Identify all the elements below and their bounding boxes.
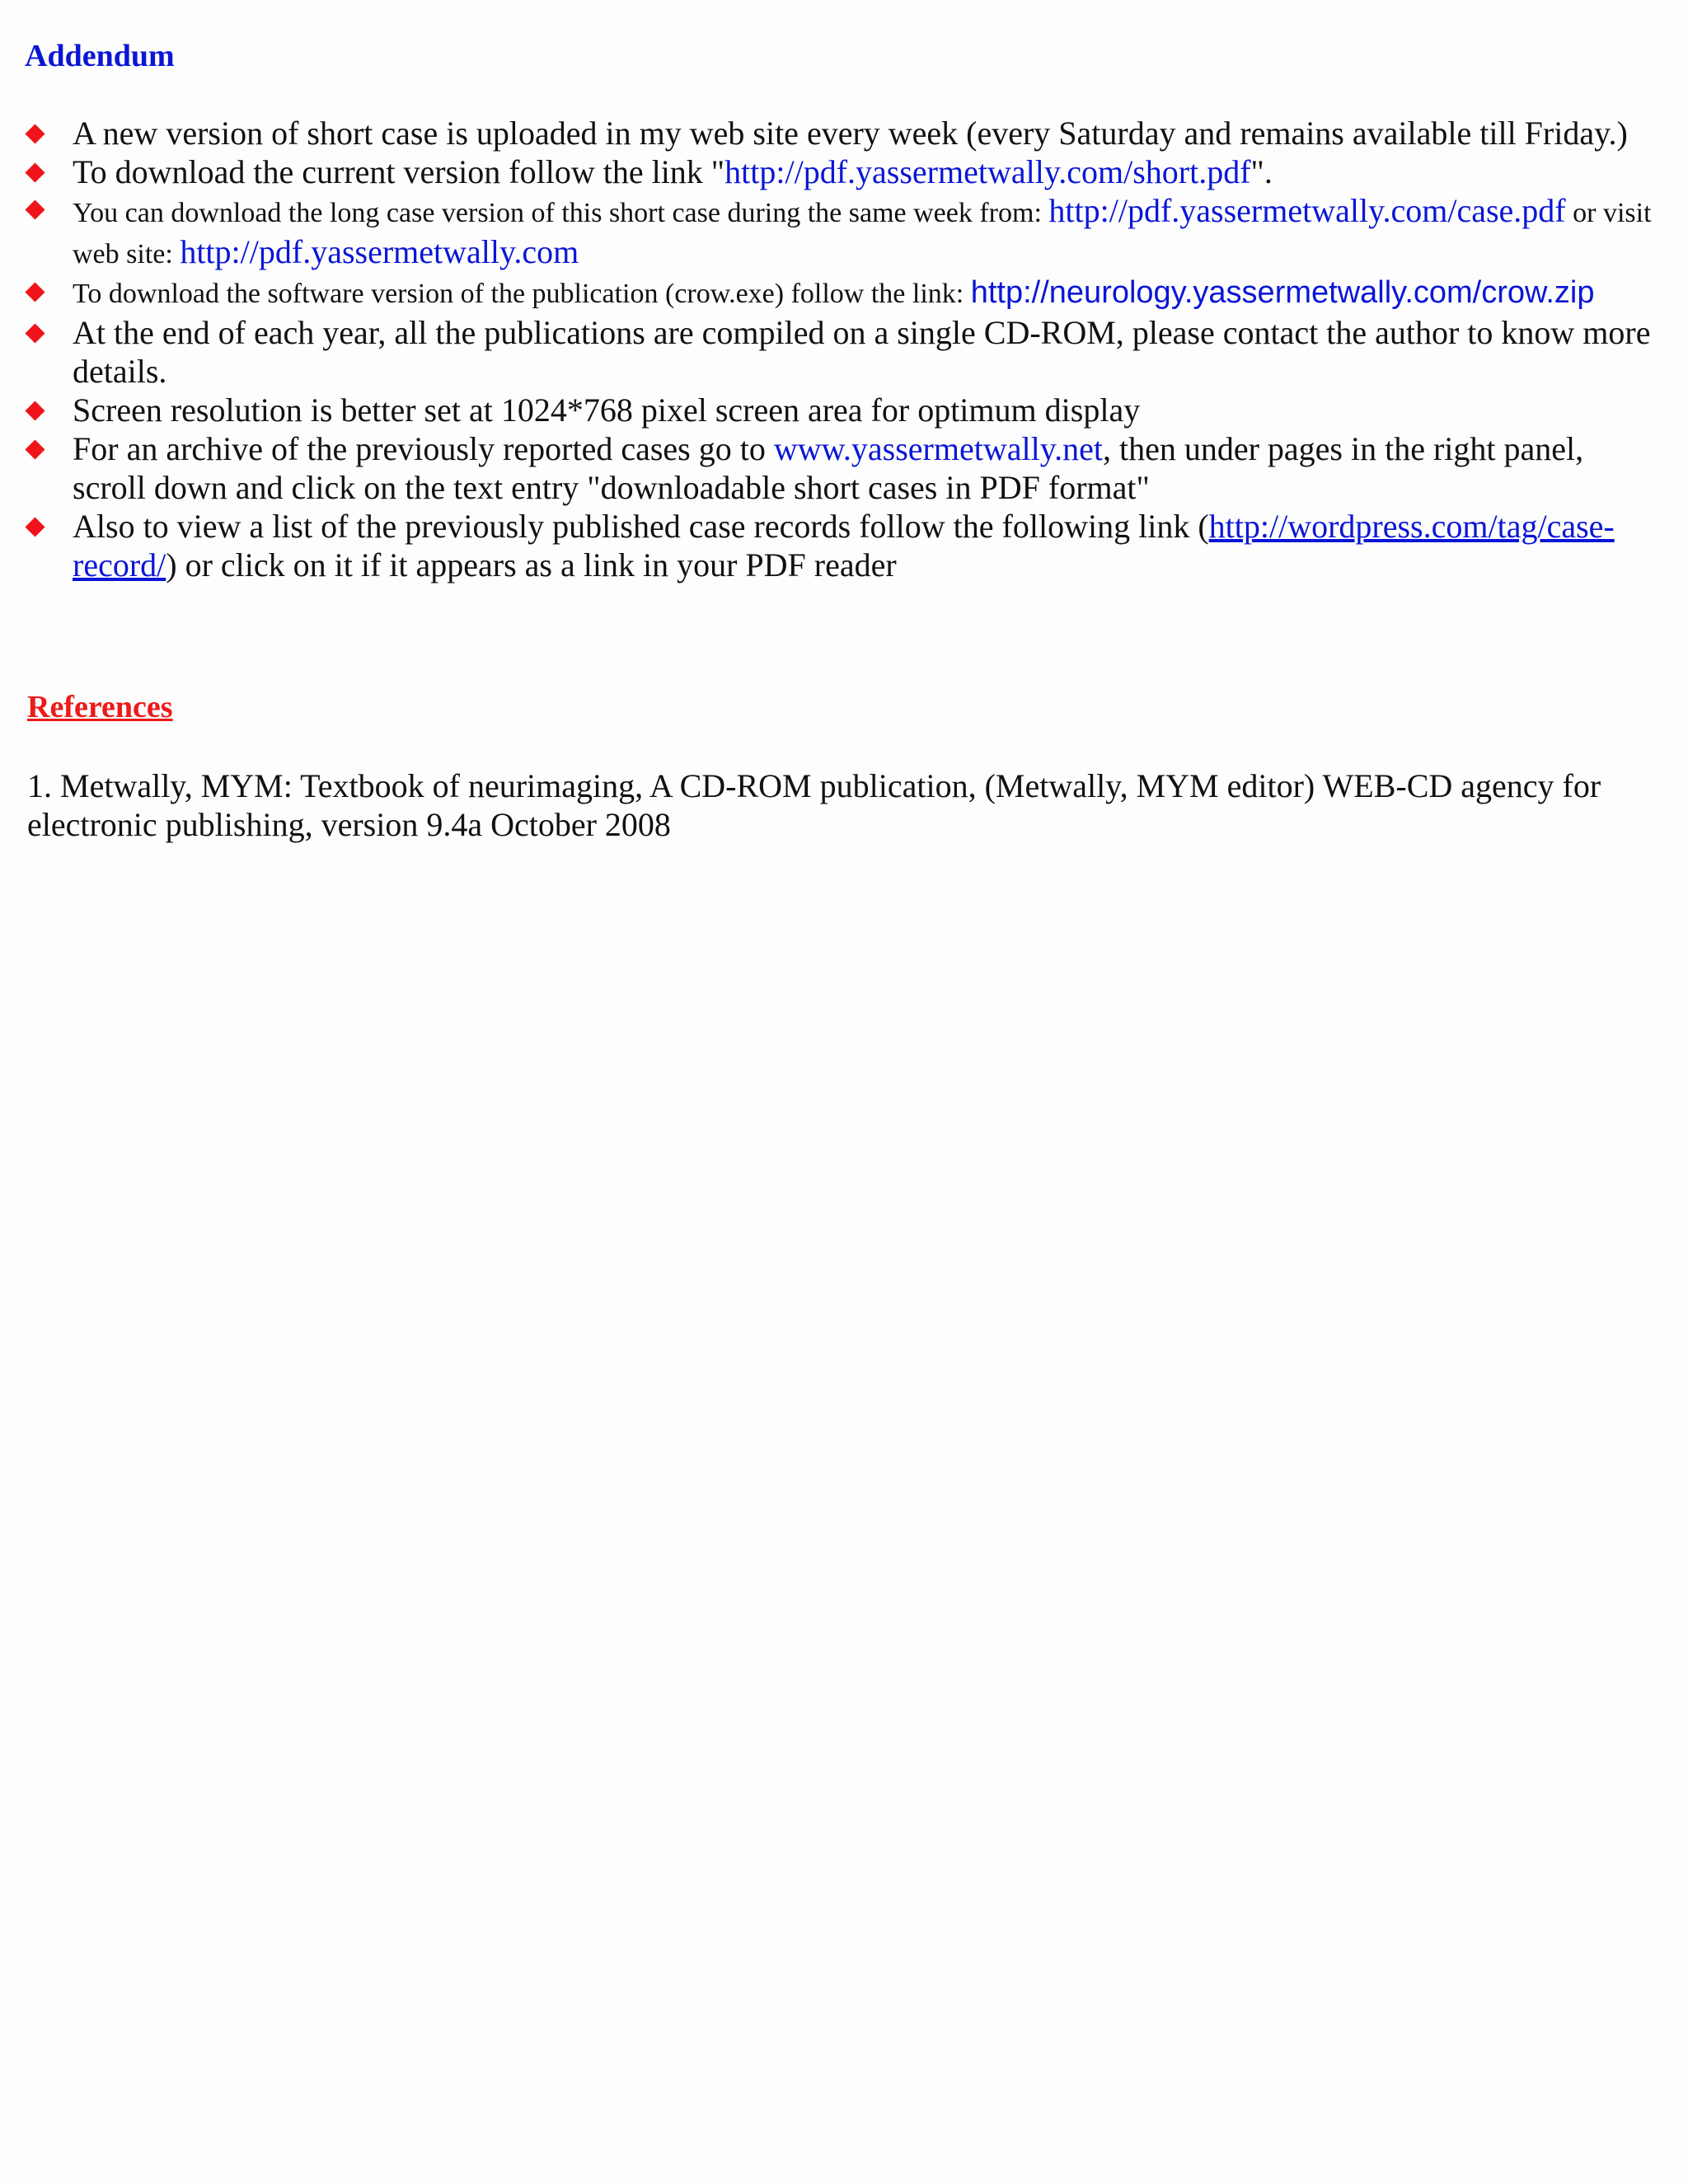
software-download-link[interactable]: http://neurology.yassermetwally.com/crow.zip (970, 275, 1595, 310)
item-text: To download the current version follow the link " (73, 153, 725, 190)
long-case-link[interactable]: http://pdf.yassermetwally.com/case.pdf (1048, 192, 1566, 229)
diamond-bullet-icon (25, 517, 45, 537)
item-text: , then under pages in the right panel, scroll down and click on the text entry "downloadable short cases in PDF format" (73, 430, 1584, 506)
item-text: ". (1250, 153, 1273, 190)
case-record-link[interactable]: http://wordpress.com/tag/case-record/ (73, 508, 1615, 583)
website-link[interactable]: http://pdf.yassermetwally.com (180, 233, 579, 270)
item-text: You can download the long case version of this short case during the same week from: (73, 198, 1049, 228)
reference-entry: 1. Metwally, MYM: Textbook of neurimaging, A CD-ROM publication, (Metwally, MYM editor) WEB-CD agency for electronic publishing, version 9.4a October 2008 (27, 767, 1601, 843)
item-text: For an archive of the previously reported cases go to (73, 430, 774, 467)
item-text: To download the software version of the publication (crow.exe) follow the link: (73, 279, 971, 309)
item-text: or visit web site: (73, 198, 1652, 269)
diamond-bullet-icon (25, 323, 45, 343)
archive-site-link[interactable]: www.yassermetwally.net (773, 430, 1103, 467)
list-item (23, 391, 1663, 429)
list-item (23, 274, 1663, 313)
diamond-bullet-icon (25, 282, 45, 302)
addendum-heading: Addendum (25, 39, 175, 73)
diamond-bullet-icon (25, 401, 45, 420)
diamond-bullet-icon (25, 199, 45, 219)
list-item (23, 191, 1663, 274)
item-text: A new version of short case is uploaded in my web site every week (every Saturday and remains available till Friday.) (73, 115, 1628, 152)
list-item (23, 507, 1663, 584)
item-text: ) or click on it if it appears as a link in your PDF reader (166, 546, 897, 583)
item-text: Screen resolution is better set at 1024*768 pixel screen area for optimum display (73, 391, 1141, 429)
diamond-bullet-icon (25, 439, 45, 459)
references-heading: References (27, 690, 173, 724)
addendum-list (23, 114, 1663, 584)
short-case-link[interactable]: http://pdf.yassermetwally.com/short.pdf (724, 153, 1251, 190)
list-item (23, 114, 1663, 152)
item-text: Also to view a list of the previously published case records follow the following link ( (73, 508, 1209, 545)
diamond-bullet-icon (25, 162, 45, 182)
list-item (23, 313, 1663, 391)
diamond-bullet-icon (25, 124, 45, 143)
list-item (23, 152, 1663, 191)
list-item (23, 429, 1663, 507)
item-text: At the end of each year, all the publications are compiled on a single CD-ROM, please contact the author to know more details. (73, 314, 1651, 390)
